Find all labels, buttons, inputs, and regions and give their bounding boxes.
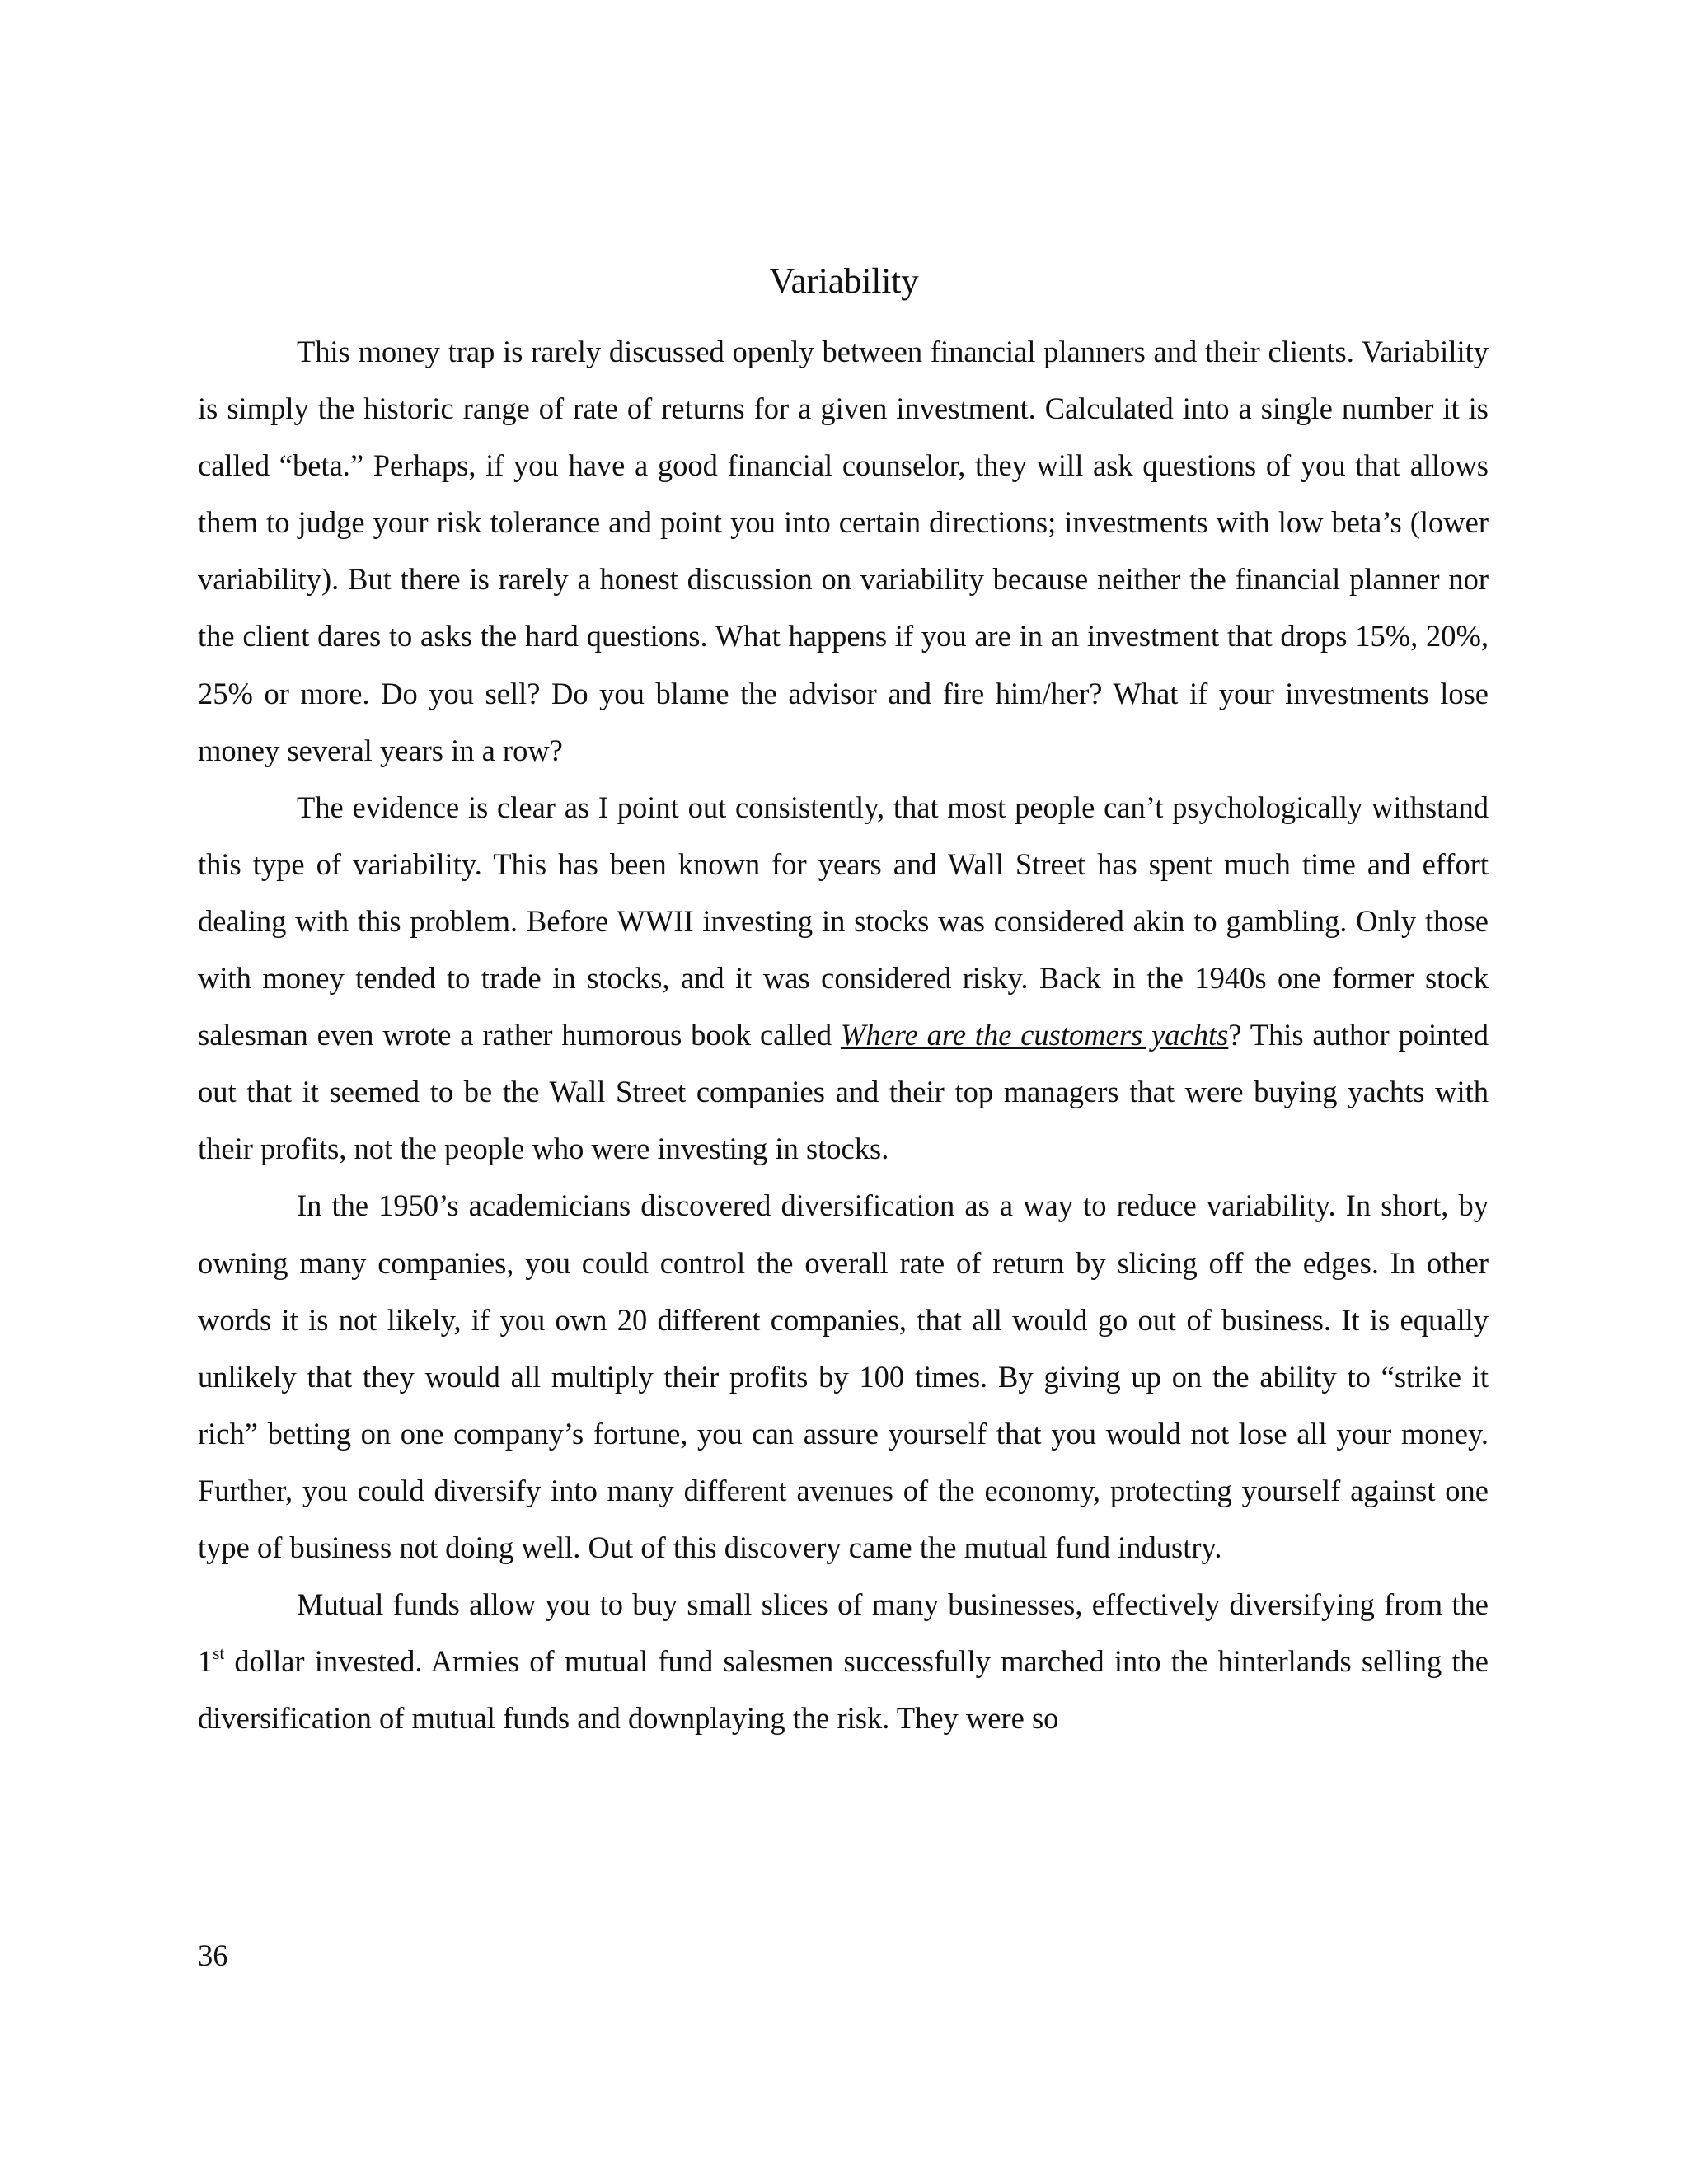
paragraph-2-text-before: The evidence is clear as I point out consistently, that most people can’t psychologically withstand this type of variability. This has been known for years and Wall Street has spent much time and effort dealing with this problem. Before WWII investing in stocks was considered akin to gambling. Only those with money tended to trade in stocks, and it was considered risky. Back in the 1940s one former stock salesman even wrote a rather humorous book called [198,790,1489,1052]
paragraph-4-text-before: Mutual funds allow you to buy small slices of many businesses, effectively diversifying from the 1 [198,1587,1489,1679]
paragraph-2-text-after: ? This author pointed out that it seemed to be the Wall Street companies and their top managers that were buying yachts with their profits, not the people who were investing in stocks. [198,1018,1489,1166]
ordinal-superscript: st [213,1643,225,1664]
paragraph-1: This money trap is rarely discussed openly between financial planners and their clients. Variability is simply the historic range of rate of returns for a given investment. Calculated into a single number it is called “beta.” Perhaps, if you have a good financial counselor, they will ask questions of you that allows them to judge your risk tolerance and point you into certain directions; investments with low beta’s (lower variability). But there is rarely a honest discussion on variability because neither the financial planner nor the client dares to asks the hard questions. What happens if you are in an investment that drops 15%, 20%, 25% or more. Do you sell? Do you blame the advisor and fire him/her? What if your investments lose money several years in a row? [198,335,1489,767]
paragraph-4-text-after: dollar invested. Armies of mutual fund salesmen successfully marched into the hinterlands selling the diversification of mutual funds and downplaying the risk. They were so [198,1644,1489,1736]
body-text [198,323,1489,1746]
paragraph-3: In the 1950’s academicians discovered diversification as a way to reduce variability. In short, by owning many companies, you could control the overall rate of return by slicing off the edges. In other words it is not likely, if you own 20 different companies, that all would go out of business. It is equally unlikely that they would all multiply their profits by 100 times. By giving up on the ability to “strike it rich” betting on one company’s fortune, you can assure yourself that you would not lose all your money. Further, you could diversify into many different avenues of the economy, protecting yourself against one type of business not doing well. Out of this discovery came the mutual fund industry. [198,1188,1489,1564]
page-title: Variability [769,262,919,301]
page-number: 36 [198,1938,228,1972]
book-title: Where are the customers yachts [840,1018,1229,1052]
paragraph-4 [198,1576,1489,1746]
paragraph-2 [198,779,1489,1178]
